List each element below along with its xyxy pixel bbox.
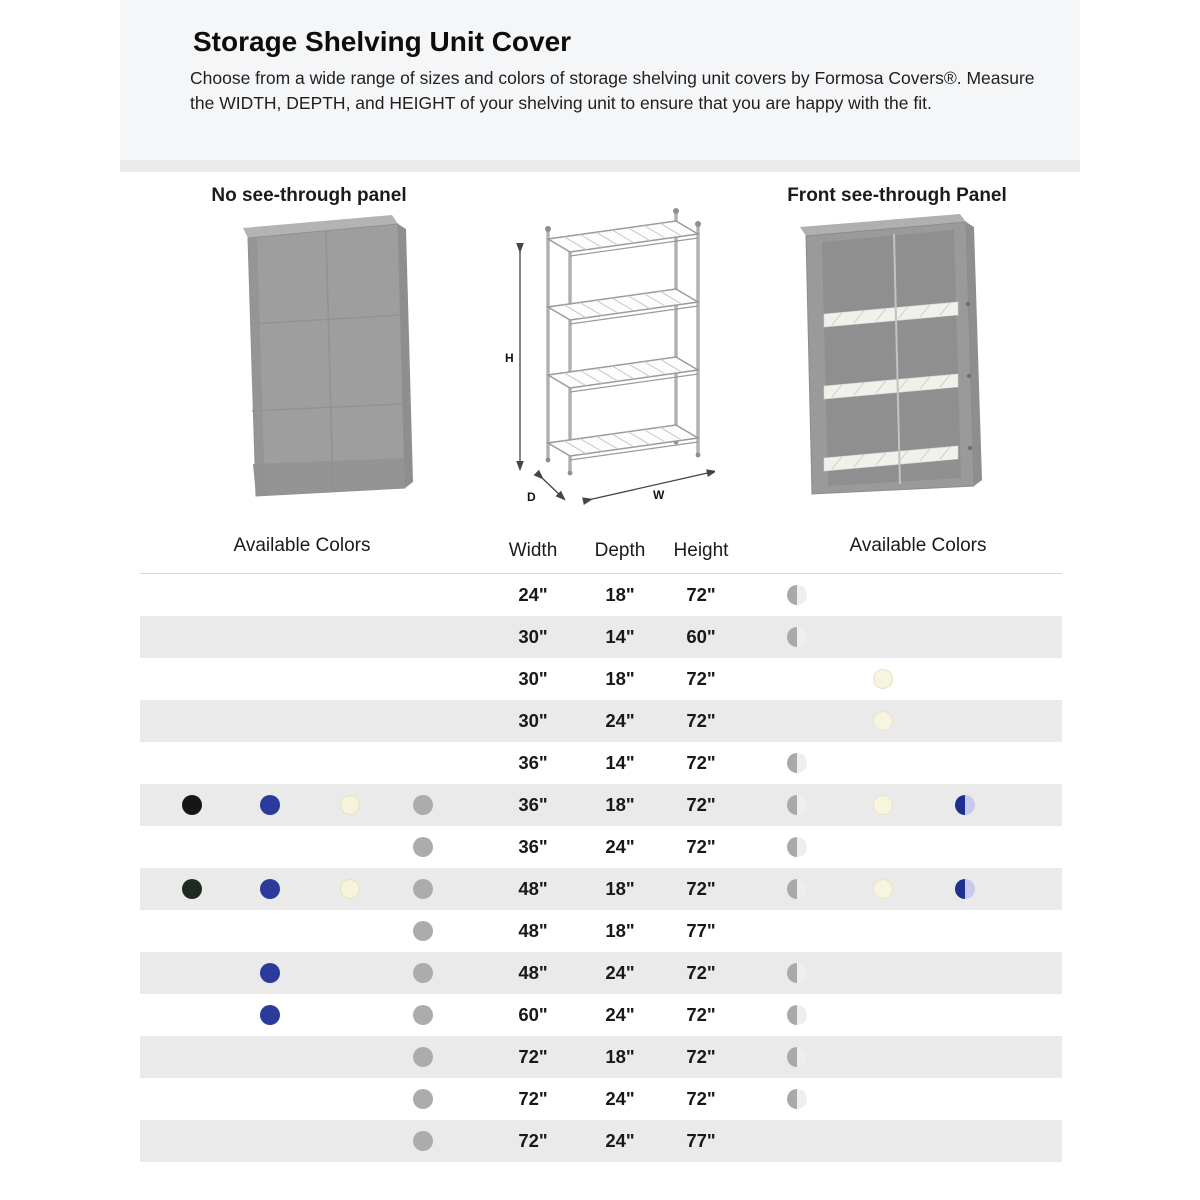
- table-row: [140, 742, 1062, 784]
- color-dot-ivory-panel: [873, 795, 893, 815]
- height-value: 77": [686, 920, 716, 941]
- table-row: [140, 826, 1062, 868]
- color-dot-green: [182, 879, 202, 899]
- color-dot-gray-panel: [787, 753, 807, 773]
- depth-value: 24": [605, 1088, 635, 1109]
- width-value: 24": [518, 584, 548, 605]
- height-value: 72": [686, 668, 716, 689]
- color-dot-gray-panel: [787, 837, 807, 857]
- color-dot-gray-panel: [787, 879, 807, 899]
- width-value: 72": [518, 1130, 548, 1151]
- height-value: 72": [686, 962, 716, 983]
- color-dot-gray: [413, 837, 433, 857]
- color-dot-gray: [413, 921, 433, 941]
- depth-value: 14": [605, 752, 635, 773]
- color-dot-black: [182, 795, 202, 815]
- width-dimension-label: W: [653, 488, 665, 502]
- width-value: 36": [518, 752, 548, 773]
- width-value: 36": [518, 794, 548, 815]
- color-dot-gray: [413, 879, 433, 899]
- width-value: 30": [518, 710, 548, 731]
- header-panel: [120, 0, 1080, 172]
- width-value: 48": [518, 920, 548, 941]
- color-dot-ivory: [340, 795, 360, 815]
- height-value: 72": [686, 1046, 716, 1067]
- depth-value: 24": [605, 1004, 635, 1025]
- width-column-header: Width: [508, 540, 558, 561]
- depth-value: 18": [605, 878, 635, 899]
- width-value: 48": [518, 878, 548, 899]
- page-title: Storage Shelving Unit Cover: [193, 26, 572, 57]
- caption-no-see-through: No see-through panel: [211, 185, 407, 206]
- table-row: [140, 952, 1062, 994]
- width-value: 48": [518, 962, 548, 983]
- height-value: 72": [686, 710, 716, 731]
- depth-value: 18": [605, 668, 635, 689]
- right-available-colors-header: Available Colors: [849, 535, 987, 556]
- width-value: 72": [518, 1046, 548, 1067]
- color-dot-gray-panel: [787, 963, 807, 983]
- height-value: 72": [686, 794, 716, 815]
- color-dot-ivory-panel: [873, 879, 893, 899]
- color-dot-gray: [413, 1131, 433, 1151]
- height-value: 72": [686, 752, 716, 773]
- color-dot-blue: [260, 963, 280, 983]
- table-row: [140, 700, 1062, 742]
- table-row: [140, 658, 1062, 700]
- width-value: 30": [518, 668, 548, 689]
- height-dimension-label: H: [505, 351, 514, 365]
- color-dot-gray-panel: [787, 1047, 807, 1067]
- table-row: [140, 994, 1062, 1036]
- color-dot-ivory-panel: [873, 669, 893, 689]
- depth-value: 24": [605, 710, 635, 731]
- size-table: [140, 573, 1062, 1162]
- height-value: 72": [686, 836, 716, 857]
- table-row: [140, 784, 1062, 826]
- color-dot-gray: [413, 1047, 433, 1067]
- color-dot-gray: [413, 1005, 433, 1025]
- table-row: [140, 1120, 1062, 1162]
- covered-shelf-image: [238, 212, 423, 504]
- header-divider: [120, 160, 1080, 172]
- height-value: 72": [686, 1004, 716, 1025]
- depth-value: 18": [605, 584, 635, 605]
- table-row: [140, 616, 1062, 658]
- color-dot-gray-panel: [787, 1089, 807, 1109]
- height-value: 72": [686, 878, 716, 899]
- depth-value: 24": [605, 1130, 635, 1151]
- left-available-colors-header: Available Colors: [233, 535, 371, 556]
- color-dot-gray-panel: [787, 795, 807, 815]
- color-dot-blue-panel: [955, 795, 975, 815]
- depth-column-header: Depth: [594, 540, 646, 561]
- wire-shelf-diagram: [500, 200, 715, 505]
- width-value: 60": [518, 1004, 548, 1025]
- table-row: [140, 1078, 1062, 1120]
- depth-value: 18": [605, 920, 635, 941]
- color-dot-blue-panel: [955, 879, 975, 899]
- depth-value: 18": [605, 1046, 635, 1067]
- depth-value: 24": [605, 836, 635, 857]
- see-through-cover-image: [798, 212, 990, 504]
- depth-value: 14": [605, 626, 635, 647]
- page-description: Choose from a wide range of sizes and colors of storage shelving unit covers by Formosa Covers®. Measure the WIDTH, DEPTH, and HEIGHT of your shelving unit to ensure that you are happy with the fit.: [190, 68, 1035, 113]
- color-dot-gray-panel: [787, 1005, 807, 1025]
- color-dot-gray: [413, 963, 433, 983]
- color-dot-gray: [413, 795, 433, 815]
- height-value: 72": [686, 584, 716, 605]
- depth-value: 18": [605, 794, 635, 815]
- height-value: 72": [686, 1088, 716, 1109]
- width-value: 72": [518, 1088, 548, 1109]
- table-row: [140, 574, 1062, 616]
- height-value: 60": [686, 626, 716, 647]
- height-value: 77": [686, 1130, 716, 1151]
- height-column-header: Height: [673, 540, 729, 561]
- color-dot-gray-panel: [787, 627, 807, 647]
- color-dot-blue: [260, 795, 280, 815]
- color-dot-ivory: [340, 879, 360, 899]
- color-dot-gray: [413, 1089, 433, 1109]
- table-row: [140, 1036, 1062, 1078]
- table-row: [140, 910, 1062, 952]
- caption-front-see-through: Front see-through Panel: [787, 185, 1007, 206]
- color-dot-blue: [260, 1005, 280, 1025]
- color-dot-ivory-panel: [873, 711, 893, 731]
- depth-dimension-label: D: [527, 490, 536, 504]
- table-row: [140, 868, 1062, 910]
- depth-value: 24": [605, 962, 635, 983]
- color-dot-blue: [260, 879, 280, 899]
- width-value: 36": [518, 836, 548, 857]
- width-value: 30": [518, 626, 548, 647]
- color-dot-gray-panel: [787, 585, 807, 605]
